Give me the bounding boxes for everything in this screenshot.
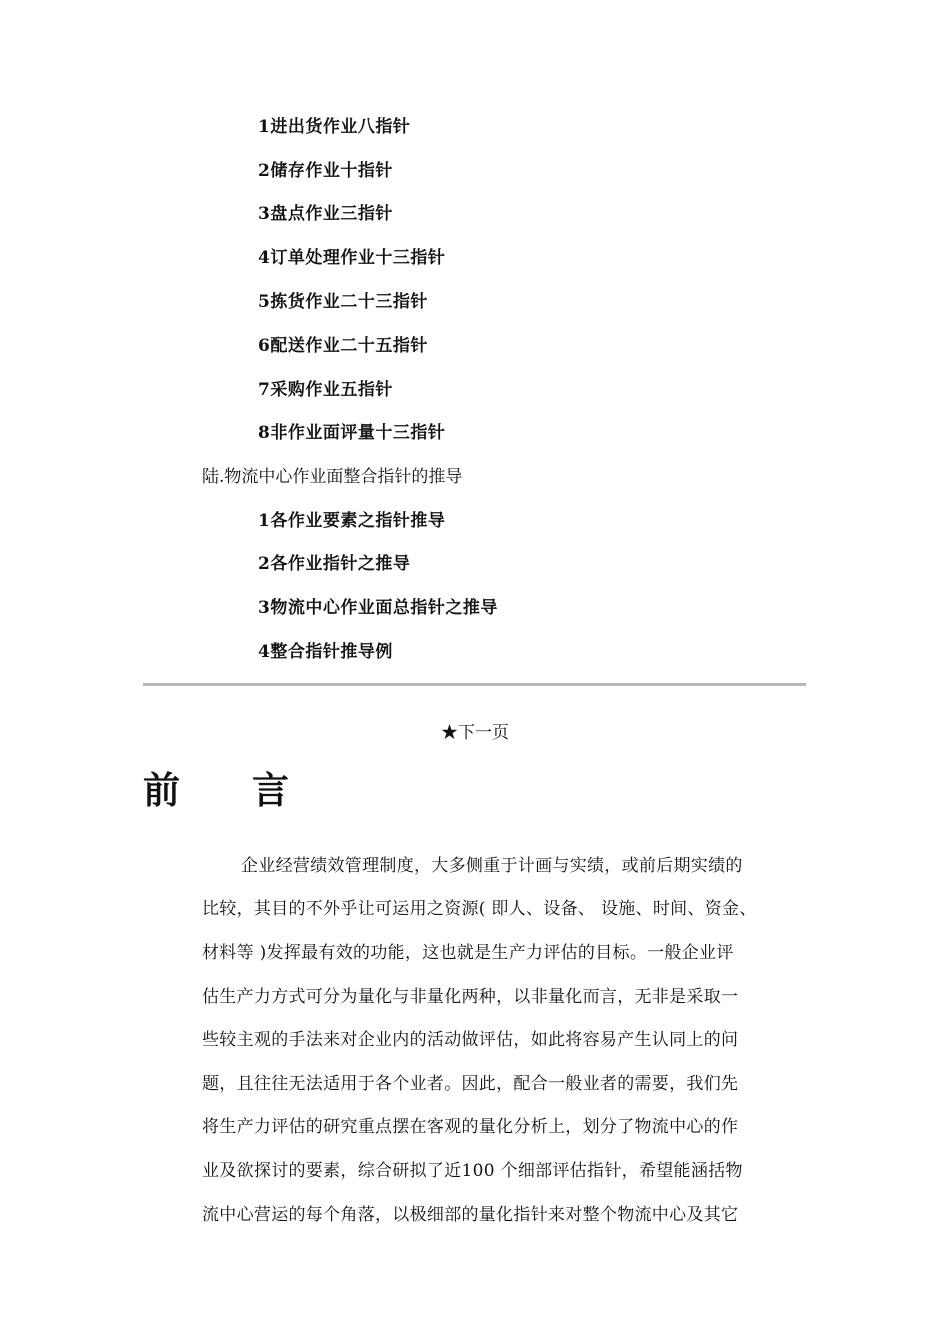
toc-item[interactable]: 6配送作业二十五指针 [258,336,428,356]
toc-item[interactable]: 8非作业面评量十三指针 [258,423,446,443]
toc-item[interactable]: 4整合指针推导例 [258,642,393,662]
toc-item[interactable]: 3物流中心作业面总指针之推导 [258,598,498,618]
toc-item[interactable]: 1各作业要素之指针推导 [258,511,446,531]
paragraph-line: 企业经营绩效管理制度，大多侧重于计画与实绩，或前后期实绩的 [241,856,743,876]
toc-section-heading[interactable]: 陆.物流中心作业面整合指针的推导 [202,467,463,487]
paragraph-line: 材料等 )发挥最有效的功能，这也就是生产力评估的目标。一般企业评 [202,943,734,963]
toc-item[interactable]: 2各作业指针之推导 [258,554,411,574]
next-page-link[interactable]: ★下一页 [441,723,509,743]
toc-item[interactable]: 7采购作业五指针 [258,380,393,400]
paragraph-line: 题，且往往无法适用于各个业者。因此，配合一般业者的需要，我们先 [202,1074,739,1094]
page-title: 前言 [143,768,361,812]
toc-item[interactable]: 2储存作业十指针 [258,161,393,181]
toc-item[interactable]: 1进出货作业八指针 [258,117,411,137]
paragraph-line: 将生产力评估的研究重点摆在客观的量化分析上，划分了物流中心的作 [202,1117,739,1137]
paragraph-line: 估生产力方式可分为量化与非量化两种，以非量化而言，无非是采取一 [202,987,739,1007]
paragraph-line: 业及欲探讨的要素，综合研拟了近100 个细部评估指针，希望能涵括物 [202,1161,743,1181]
horizontal-divider [143,683,806,686]
paragraph-line: 流中心营运的每个角落，以极细部的量化指针来对整个物流中心及其它 [202,1205,739,1225]
paragraph-line: 比较，其目的不外乎让可运用之资源( 即人、设备、 设施、时间、资金、 [202,899,757,919]
toc-item[interactable]: 4订单处理作业十三指针 [258,248,446,268]
toc-item[interactable]: 3盘点作业三指针 [258,204,393,224]
toc-item[interactable]: 5拣货作业二十三指针 [258,292,428,312]
paragraph-line: 些较主观的手法来对企业内的活动做评估，如此将容易产生认同上的问 [202,1030,739,1050]
